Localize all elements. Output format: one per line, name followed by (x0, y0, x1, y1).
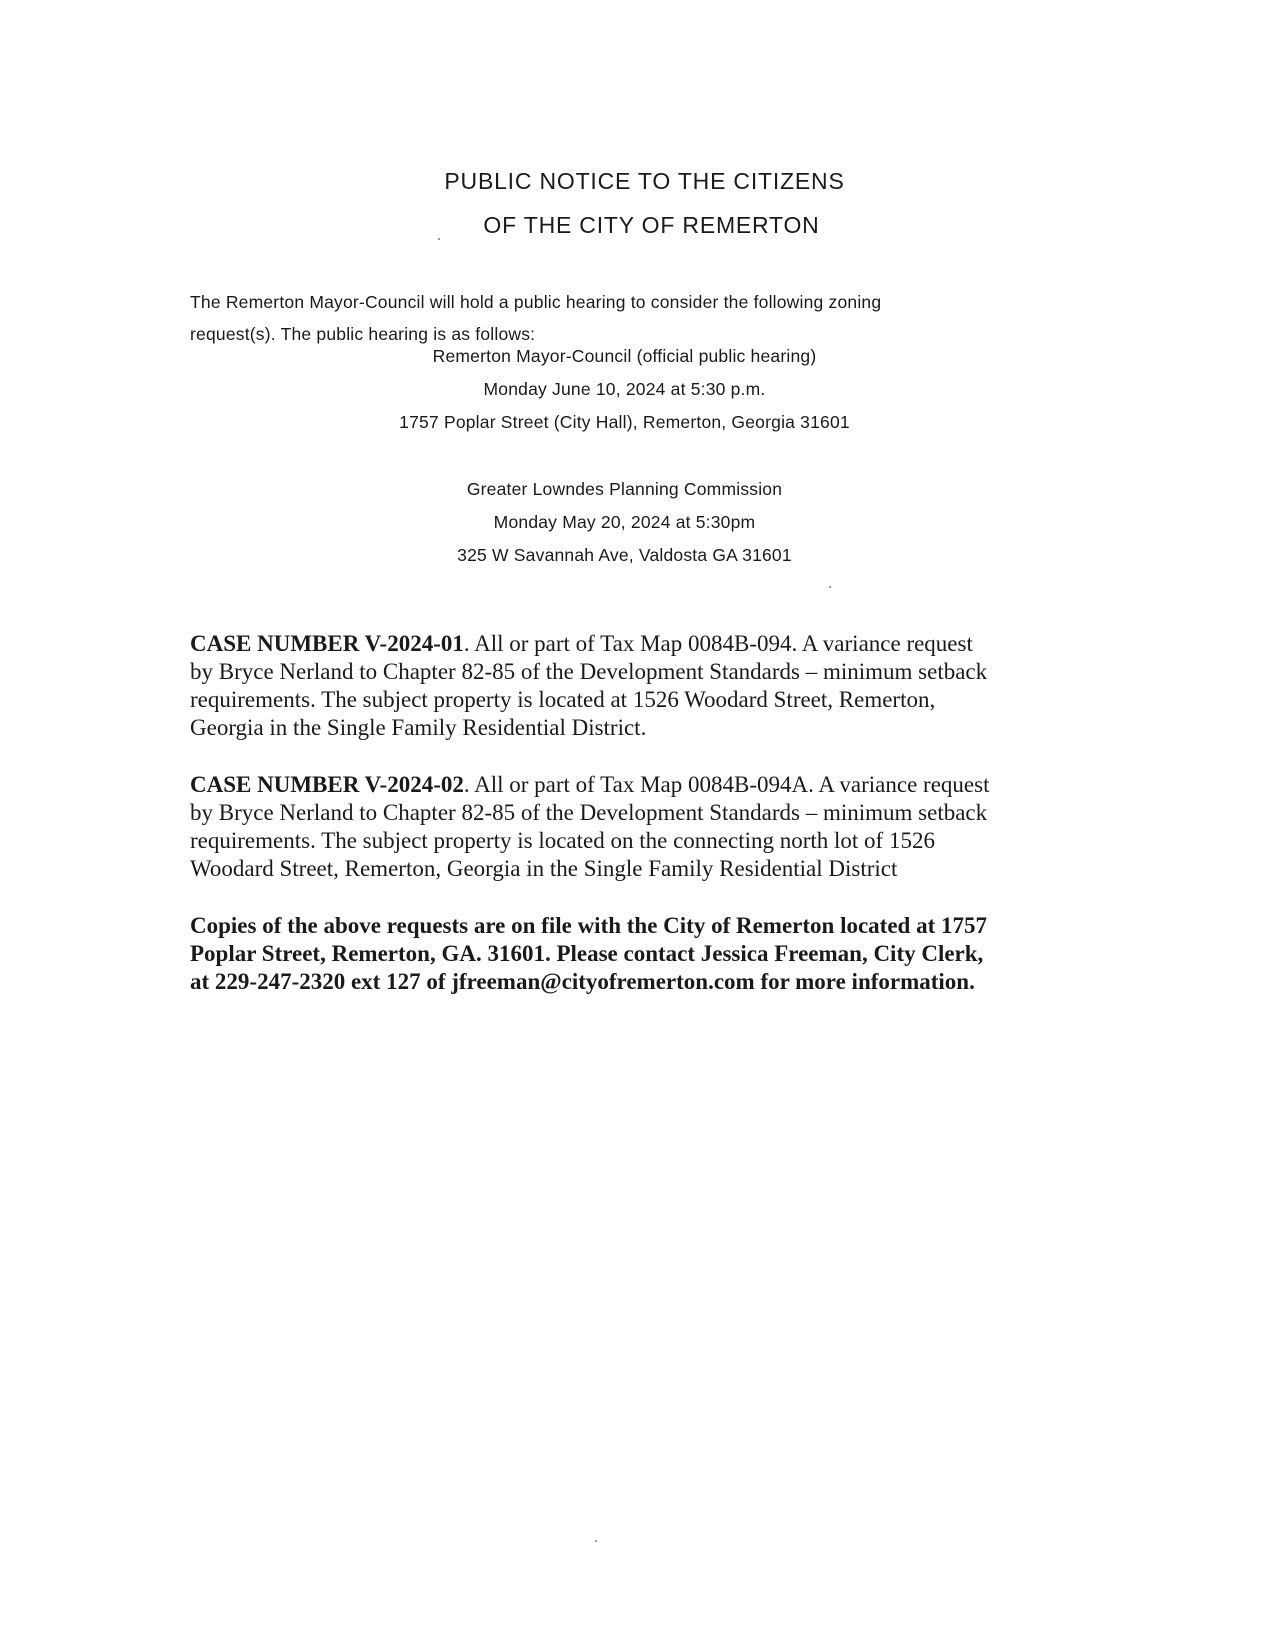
case-1-line-3: requirements. The subject property is located at 1526 Woodard Street, Remerton, (190, 687, 936, 712)
scan-speck (438, 238, 440, 240)
copies-paragraph (190, 912, 1090, 996)
case-2-number: CASE NUMBER V-2024-02 (190, 772, 464, 797)
case-paragraph-2 (190, 771, 1090, 883)
case-1-line-2: by Bryce Nerland to Chapter 82-85 of the Development Standards – minimum setback (190, 659, 988, 684)
case-1-line-1 (190, 630, 1090, 658)
case-2-line-1-rest: . All or part of Tax Map 0084B-094A. A variance request (463, 772, 990, 797)
case-paragraph-1 (190, 630, 1090, 742)
copies-line-2: Poplar Street, Remerton, GA. 31601. Please contact Jessica Freeman, City Clerk, (190, 941, 984, 966)
council-hearing-datetime: Monday June 10, 2024 at 5:30 p.m. (483, 379, 766, 399)
case-2-line-1 (190, 771, 1090, 799)
intro-line-2: request(s). The public hearing is as follows: (190, 324, 536, 344)
case-2-line-2: by Bryce Nerland to Chapter 82-85 of the Development Standards – minimum setback (190, 800, 988, 825)
case-1-number: CASE NUMBER V-2024-01 (190, 631, 464, 656)
case-1-line-1-rest: . All or part of Tax Map 0084B-094. A variance request (463, 631, 973, 656)
notice-title-line-1: PUBLIC NOTICE TO THE CITIZENS (444, 168, 845, 194)
council-hearing-location: 1757 Poplar Street (City Hall), Remerton, Georgia 31601 (399, 412, 850, 432)
scan-speck (829, 586, 831, 588)
case-1-line-4: Georgia in the Single Family Residential District. (190, 715, 647, 740)
copies-line-3: at 229-247-2320 ext 127 of jfreeman@cityofremerton.com for more information. (190, 969, 975, 994)
case-2-line-3: requirements. The subject property is located on the connecting north lot of 1526 (190, 828, 935, 853)
planning-hearing-body: Greater Lowndes Planning Commission (466, 479, 783, 499)
intro-line-1: The Remerton Mayor-Council will hold a public hearing to consider the following zoning (190, 292, 882, 312)
scan-speck (595, 1540, 597, 1542)
notice-title-line-2: OF THE CITY OF REMERTON (483, 212, 820, 238)
copies-line-1: Copies of the above requests are on file with the City of Remerton located at 1757 (190, 913, 988, 938)
planning-hearing-location: 325 W Savannah Ave, Valdosta GA 31601 (457, 545, 792, 565)
council-hearing-body: Remerton Mayor-Council (official public hearing) (432, 346, 817, 366)
case-2-line-4: Woodard Street, Remerton, Georgia in the Single Family Residential District (190, 856, 898, 881)
planning-hearing-datetime: Monday May 20, 2024 at 5:30pm (493, 512, 756, 532)
